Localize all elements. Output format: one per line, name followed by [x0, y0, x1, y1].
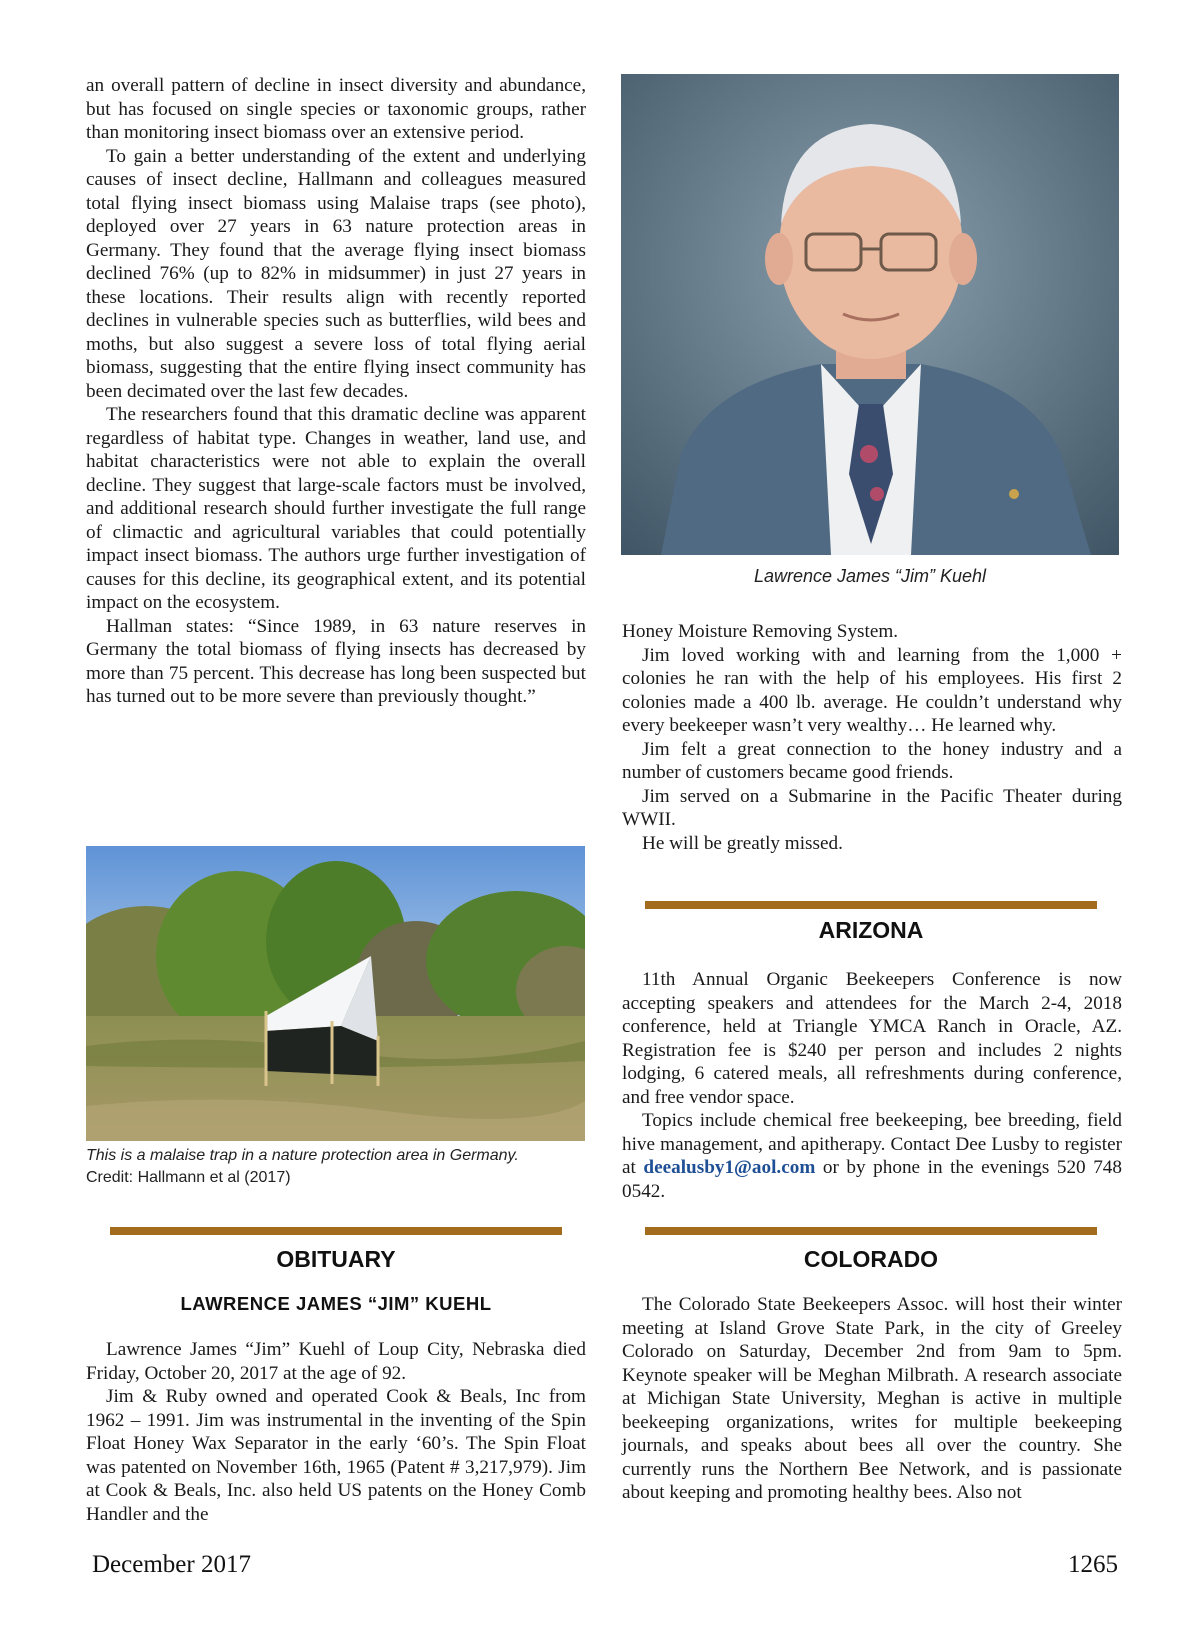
- section-divider: [110, 1227, 562, 1235]
- portrait-illustration: [621, 74, 1119, 555]
- article-paragraph: Hallman states: “Since 1989, in 63 nature reserves in Germany the total biomass of flying insects has decreased by more than 75 percent. This decrease has long been suspected but has turned out to be more severe than previously thought.”: [86, 615, 586, 707]
- portrait-photo: [621, 74, 1119, 555]
- colorado-section: [622, 1293, 1122, 1505]
- trap-photo-credit: Credit: Hallmann et al (2017): [86, 1169, 291, 1186]
- article-paragraph: The researchers found that this dramatic decline was apparent regardless of habitat type. Changes in weather, land use, and habitat characteristics were not able to explain the overall decline. They suggest that large-scale factors must be involved, and additional research should further investigate the full range of climactic and agricultural variables that could potentially impact insect biomass. The authors urge further investigation of causes for this decline, its geographical extent, and its potential impact on the ecosystem.: [86, 404, 586, 613]
- article-paragraph: Topics include chemical free beekeeping, bee breeding, field hive management, and apitherapy. Contact Dee Lusby to register at deealusby1@aol.com or by phone in the evenings 520 748 0542.: [622, 1110, 1122, 1202]
- malaise-trap-photo: [86, 846, 585, 1141]
- landscape-illustration: [86, 846, 585, 1141]
- arizona-section: [622, 968, 1122, 1203]
- portrait-caption: Lawrence James “Jim” Kuehl: [753, 566, 987, 586]
- left-article-column: [86, 74, 586, 709]
- section-divider: [645, 901, 1097, 909]
- article-paragraph: Lawrence James “Jim” Kuehl of Loup City, Nebraska died Friday, October 20, 2017 at the age of 92.: [86, 1339, 586, 1384]
- section-divider: [645, 1227, 1097, 1235]
- obituary-continued-column: [622, 620, 1122, 855]
- article-paragraph: Jim loved working with and learning from the 1,000 + colonies he ran with the help of his employees. His first 2 colonies made a 400 lb. average. He couldn’t understand why every beekeeper wasn’t very wealthy… He learned why.: [622, 644, 1122, 736]
- article-paragraph: an overall pattern of decline in insect diversity and abundance, but has focused on single species or taxonomic groups, rather than monitoring insect biomass over an extensive period.: [86, 75, 586, 143]
- footer-date: December 2017: [92, 1551, 251, 1578]
- article-paragraph: 11th Annual Organic Beekeepers Conference is now accepting speakers and attendees for the March 2-4, 2018 conference, held at Triangle YMCA Ranch in Oracle, AZ. Registration fee is $240 per person and includes 2 nights lodging, 6 catered meals, all refreshments during conference, and free vendor space.: [622, 969, 1122, 1108]
- article-paragraph: The Colorado State Beekeepers Assoc. will host their winter meeting at Island Grove State Park, in the city of Greeley Colorado on Saturday, December 2nd from 9am to 5pm. Keynote speaker will be Meghan Milbrath. A research associate at Michigan State University, Meghan is active in multiple beekeeping organizations, writes for multiple beekeeping journals, and speaks about bees all over the country. She currently runs the Northern Bee Network, and is passionate about keeping and promoting healthy bees. Also not: [622, 1294, 1122, 1503]
- obituary-subheading: LAWRENCE JAMES “JIM” KUEHL: [180, 1293, 492, 1314]
- article-paragraph: Jim felt a great connection to the honey industry and a number of customers became good friends.: [622, 738, 1122, 783]
- article-paragraph: He will be greatly missed.: [642, 832, 843, 854]
- arizona-heading: ARIZONA: [818, 917, 924, 943]
- article-paragraph: Jim served on a Submarine in the Pacific Theater during WWII.: [622, 785, 1122, 830]
- contact-email-link[interactable]: deealusby1@aol.com: [643, 1157, 816, 1178]
- page-number: 1265: [1068, 1551, 1118, 1578]
- article-paragraph: Jim & Ruby owned and operated Cook & Beals, Inc from 1962 – 1991. Jim was instrumental in the inventing of the Spin Float Honey Wax Separator in the early ‘60’s. The Spin Float was patented on November 16th, 1965 (Patent # 3,217,979). Jim at Cook & Beals, Inc. also held US patents on the Honey Comb Handler and the: [86, 1386, 586, 1525]
- article-paragraph: Honey Moisture Removing System.: [622, 621, 899, 642]
- trap-photo-caption: This is a malaise trap in a nature protection area in Germany.: [86, 1147, 519, 1164]
- obituary-section: [86, 1338, 586, 1526]
- obituary-heading: OBITUARY: [276, 1246, 396, 1272]
- colorado-heading: COLORADO: [803, 1246, 939, 1272]
- article-paragraph: To gain a better understanding of the extent and underlying causes of insect decline, Hallmann and colleagues measured total flying insect biomass using Malaise traps (see photo), deployed over 27 years in 63 nature protection areas in Germany. They found that the average flying insect biomass declined 76% (up to 82% in midsummer) in just 27 years in these locations. Their results align with recently reported declines in vulnerable species such as butterflies, wild bees and moths, but also suggest a severe loss of total flying aerial biomass, suggesting that the entire flying insect community has been decimated over the last few decades.: [86, 145, 586, 402]
